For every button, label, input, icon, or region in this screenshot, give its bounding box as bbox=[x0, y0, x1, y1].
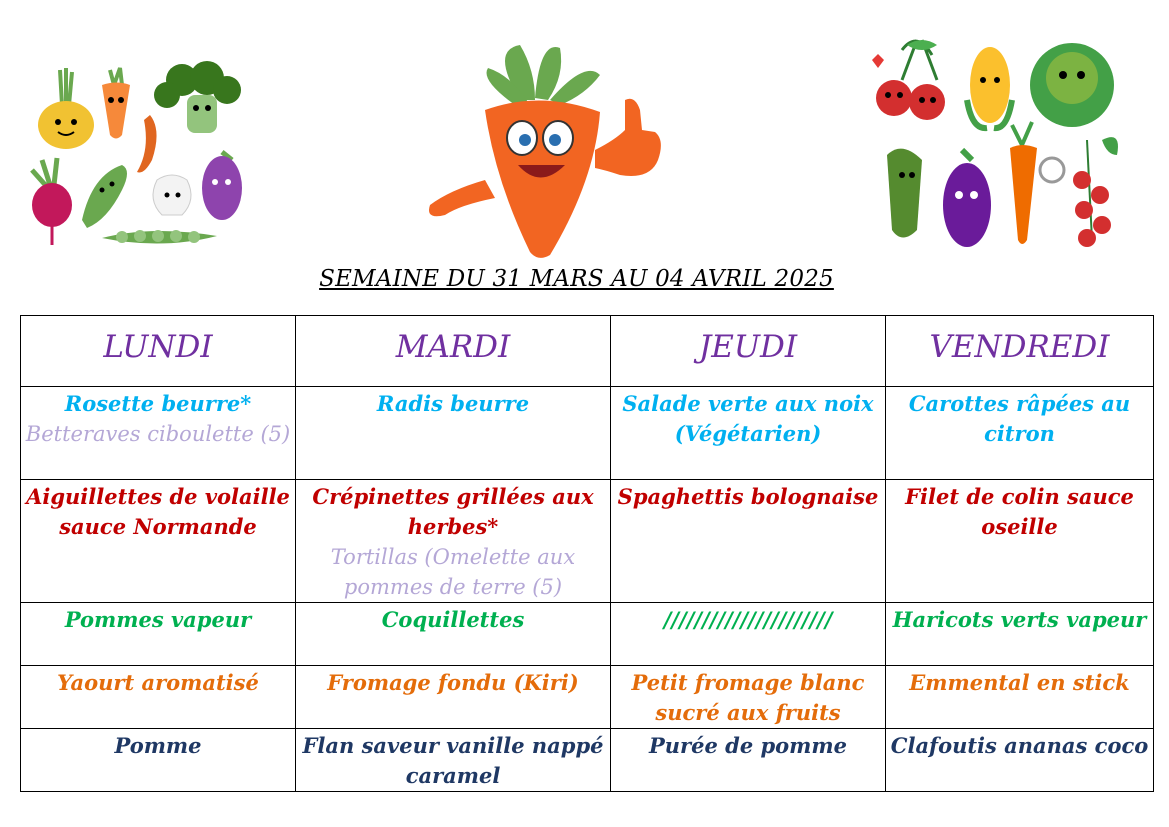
main-course-item: Crépinettes grillées aux herbes* bbox=[312, 484, 594, 539]
dessert-row bbox=[21, 729, 1154, 792]
side-dish-row bbox=[21, 603, 1154, 666]
chili-pepper-icon bbox=[137, 115, 157, 173]
dessert-cell: Pomme bbox=[21, 729, 296, 792]
redcurrant-icon bbox=[1073, 137, 1118, 247]
dairy-cell: Petit fromage blanc sucré aux fruits bbox=[611, 666, 886, 729]
day-header-tuesday: MARDI bbox=[296, 316, 611, 387]
entree-cell bbox=[296, 387, 611, 480]
dessert-cell: Flan saveur vanille nappé caramel bbox=[296, 729, 611, 792]
vegetables-illustration-left bbox=[22, 60, 252, 260]
carrot-icon bbox=[102, 68, 130, 139]
vegetarian-alternative: Tortillas (Omelette aux pommes de terre (5) bbox=[330, 545, 576, 599]
garlic-icon bbox=[153, 175, 191, 215]
entree-cell bbox=[886, 387, 1154, 480]
vegetarian-alternative: Betteraves ciboulette (5) bbox=[25, 422, 291, 446]
carrot-small-icon bbox=[1010, 122, 1064, 244]
corn-icon bbox=[967, 47, 1012, 128]
radish-icon bbox=[32, 158, 72, 245]
entree-item: Radis beurre bbox=[376, 391, 530, 416]
dairy-cell: Emmental en stick bbox=[886, 666, 1154, 729]
cherries-icon bbox=[872, 40, 945, 120]
dairy-cell: Yaourt aromatisé bbox=[21, 666, 296, 729]
main-course-cell bbox=[296, 480, 611, 603]
side-dish-cell: Pommes vapeur bbox=[21, 603, 296, 666]
entree-cell bbox=[21, 387, 296, 480]
carrot-arm-left bbox=[429, 180, 495, 216]
day-header-thursday: JEUDI bbox=[611, 316, 886, 387]
magnifying-glass-icon bbox=[1040, 158, 1064, 182]
page-title: SEMAINE DU 31 MARS AU 04 AVRIL 2025 bbox=[319, 266, 834, 292]
main-course-item: Aiguillettes de volaille sauce Normande bbox=[26, 484, 290, 539]
eggplant-icon bbox=[202, 152, 242, 220]
main-course-item: Spaghettis bolognaise bbox=[617, 484, 879, 509]
day-header-monday: LUNDI bbox=[21, 316, 296, 387]
main-course-cell bbox=[611, 480, 886, 603]
onion-icon bbox=[38, 68, 94, 149]
main-course-cell bbox=[21, 480, 296, 603]
entree-row bbox=[21, 387, 1154, 480]
thumbs-up-icon bbox=[595, 99, 661, 176]
main-course-cell bbox=[886, 480, 1154, 603]
broccoli-icon bbox=[154, 61, 241, 133]
carrot-leaves-icon bbox=[487, 45, 600, 105]
main-course-item: Filet de colin sauce oseille bbox=[905, 484, 1134, 539]
eggplant-icon bbox=[943, 150, 991, 247]
dessert-cell: Purée de pomme bbox=[611, 729, 886, 792]
carrot-body bbox=[485, 100, 600, 257]
vegetables-illustration-right bbox=[862, 30, 1132, 260]
day-header-row bbox=[21, 316, 1154, 387]
peas-icon bbox=[102, 230, 217, 244]
side-dish-cell: Haricots verts vapeur bbox=[886, 603, 1154, 666]
day-header-friday: VENDREDI bbox=[886, 316, 1154, 387]
carrot-mascot-illustration bbox=[410, 40, 670, 265]
side-dish-cell: Coquillettes bbox=[296, 603, 611, 666]
dessert-cell: Clafoutis ananas coco bbox=[886, 729, 1154, 792]
dairy-row bbox=[21, 666, 1154, 729]
main-course-row bbox=[21, 480, 1154, 603]
cucumber-icon bbox=[82, 165, 127, 228]
entree-cell bbox=[611, 387, 886, 480]
entree-item: Rosette beurre* bbox=[64, 391, 252, 416]
side-dish-cell: ////////////////////// bbox=[611, 603, 886, 666]
entree-item: Carottes râpées au citron bbox=[908, 391, 1131, 446]
lettuce-icon bbox=[1030, 43, 1114, 127]
entree-item: Salade verte aux noix (Végétarien) bbox=[622, 391, 874, 446]
peapod-icon bbox=[887, 149, 922, 238]
dairy-cell: Fromage fondu (Kiri) bbox=[296, 666, 611, 729]
weekly-menu-table bbox=[20, 315, 1154, 792]
